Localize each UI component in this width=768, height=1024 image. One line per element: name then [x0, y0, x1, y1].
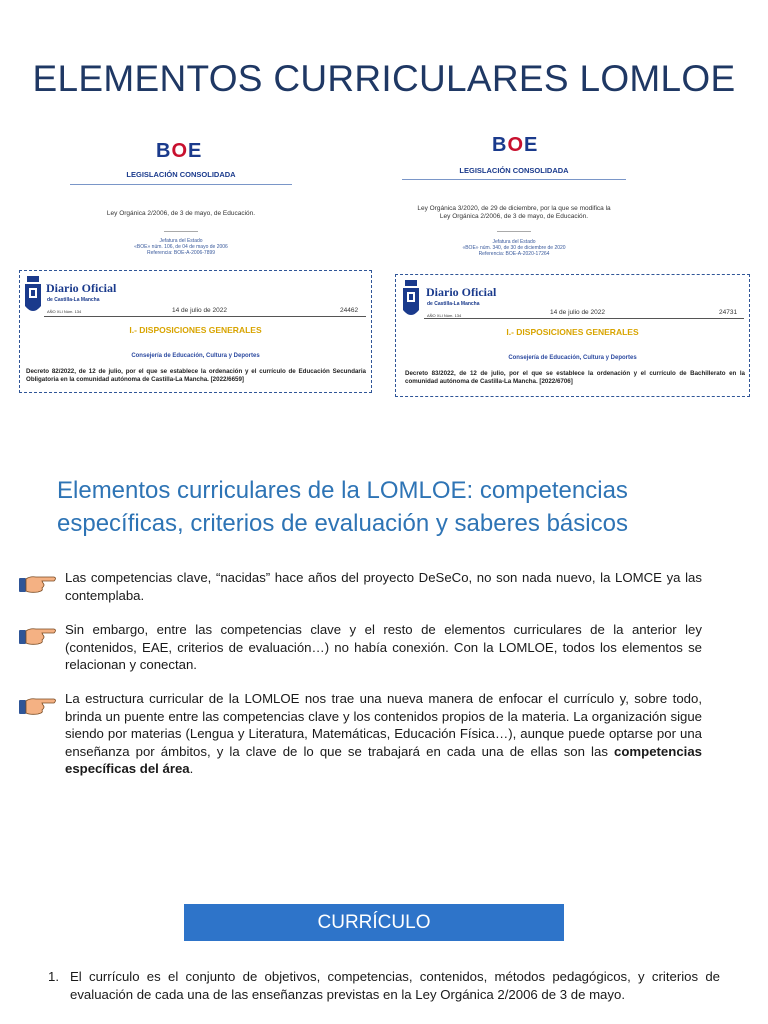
- page-title: ELEMENTOS CURRICULARES LOMLOE: [32, 58, 736, 99]
- bullet-3: [65, 690, 702, 778]
- section-subtitle: Elementos curriculares de la LOMLOE: competencias específicas, criterios de evaluación y saberes básicos: [57, 477, 628, 537]
- docm-department: Consejería de Educación, Cultura y Deportes: [508, 355, 637, 361]
- docm-rule: [424, 318, 744, 319]
- boe-short-rule: [497, 231, 531, 232]
- docm-name-1: Diario Oficial: [46, 281, 117, 295]
- pointing-hand-icon: [18, 572, 58, 596]
- boe-rule: [402, 179, 626, 180]
- boe-meta-3: Referencia: BOE-A-2006-7899: [146, 250, 216, 256]
- bullet-3-text: La estructura curricular de la LOMLOE nos trae una nueva manera de enfocar el currículo y, sobre todo, brinda un puente entre las competencias clave y los contenidos propios de la materia. La organización sigue siendo por materias (Lengua y Literatura, Matemáticas, Educación Física…), aunque puede optarse por una enseñanza por ámbitos, y la clave de lo que se trabajará en cada una de ellas son las: [65, 691, 702, 759]
- castilla-la-mancha-crest-icon: [23, 276, 43, 320]
- docm-year: AÑO XLI Núm. 134: [427, 313, 462, 318]
- docm-right-header: [395, 274, 750, 397]
- boe-meta-2: «BOE» núm. 106, de 04 de mayo de 2006: [134, 244, 228, 250]
- docm-rule: [44, 316, 366, 317]
- docm-date: 14 de julio de 2022: [172, 307, 227, 314]
- docm-department: Consejería de Educación, Cultura y Deportes: [131, 353, 260, 359]
- boe-rule: [70, 184, 292, 185]
- docm-name-2: de Castilla-La Mancha: [427, 301, 480, 307]
- curriculo-banner: CURRÍCULO: [184, 904, 564, 941]
- pointing-hand-icon: [18, 624, 58, 648]
- docm-page: 24462: [340, 307, 359, 314]
- boe-heading: LEGISLACIÓN CONSOLIDADA: [459, 166, 569, 175]
- docm-name-2: de Castilla-La Mancha: [47, 297, 100, 303]
- docm-section: I.- DISPOSICIONES GENERALES: [129, 325, 262, 335]
- docm-page: 24731: [719, 309, 738, 316]
- bullet-3-end: .: [189, 761, 194, 776]
- boe-heading: LEGISLACIÓN CONSOLIDADA: [126, 170, 236, 179]
- boe-meta-1: Jefatura del Estado: [159, 238, 203, 244]
- boe-law-1: Ley Orgánica 3/2020, de 29 de diciembre, por la que se modifica la: [417, 205, 611, 212]
- boe-short-rule: [164, 231, 198, 232]
- docm-date: 14 de julio de 2022: [550, 309, 605, 316]
- boe-law-2: Ley Orgánica 2/2006, de 3 de mayo, de Educación.: [439, 213, 589, 220]
- docm-decree: Decreto 83/2022, de 12 de julio, por el que se establece la ordenación y el currículo de Bachillerato en la comunidad autónoma de Castilla-La Mancha. [2022/6706]: [405, 370, 745, 385]
- boe-logo: BOE: [156, 140, 203, 162]
- boe-meta-2: «BOE» núm. 340, de 30 de diciembre de 2020: [462, 245, 566, 251]
- boe-meta-3: Referencia: BOE-A-2020-17264: [478, 251, 550, 257]
- bullet-1: Las competencias clave, “nacidas” hace años del proyecto DeSeCo, no son nada nuevo, la LOMCE ya las contemplaba.: [65, 570, 702, 603]
- boe-logo: BOE: [492, 134, 539, 156]
- list-text: El currículo es el conjunto de objetivos, competencias, contenidos, métodos pedagógicos, y criterios de evaluación de cada una de las enseñanzas previstas en la Ley Orgánica 2/2006 de 3 de mayo.: [70, 969, 720, 1002]
- boe-meta-1: Jefatura del Estado: [492, 239, 536, 245]
- docm-left-header: [19, 270, 372, 393]
- boe-law: Ley Orgánica 2/2006, de 3 de mayo, de Educación.: [106, 210, 256, 217]
- docm-name-1: Diario Oficial: [426, 285, 497, 299]
- bullet-2: Sin embargo, entre las competencias clave y el resto de elementos curriculares de la anterior ley (contenidos, EAE, criterios de evaluación…) no había conexión. Con la LOMLOE, todos los elementos se relacionan y conectan.: [65, 622, 702, 672]
- docm-decree: Decreto 82/2022, de 12 de julio, por el que se establece la ordenación y el currículo de Educación Secundaria Obligatoria en la comunidad autónoma de Castilla-La Mancha. [2022/6659]: [26, 368, 366, 383]
- pointing-hand-icon: [18, 694, 58, 718]
- boe-left-cover: [68, 138, 294, 262]
- list-number: 1.: [48, 969, 59, 984]
- castilla-la-mancha-crest-icon: [401, 280, 421, 324]
- docm-year: AÑO XLI Núm. 134: [47, 309, 82, 314]
- docm-section: I.- DISPOSICIONES GENERALES: [506, 327, 639, 337]
- boe-right-cover: [400, 130, 628, 262]
- bullet-3-bold: competencias específicas del área: [65, 743, 702, 776]
- list-item: [48, 968, 720, 1003]
